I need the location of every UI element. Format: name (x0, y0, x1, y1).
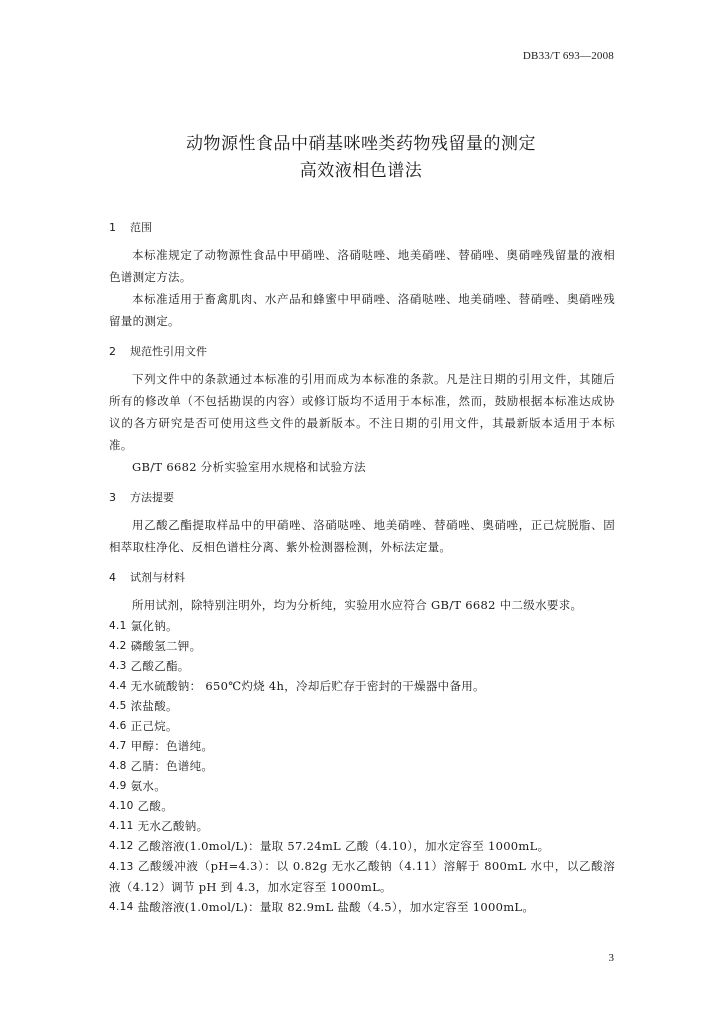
list-item (109, 836, 615, 856)
item-number: 4.11 (109, 820, 134, 832)
item-number: 4.14 (109, 901, 134, 913)
item-number: 4.10 (109, 800, 134, 812)
item-text: 乙腈：色谱纯。 (130, 759, 214, 773)
list-item (109, 716, 615, 736)
list-item (109, 696, 615, 716)
list-item (109, 616, 615, 636)
standard-code: DB33/T 693—2008 (522, 50, 614, 62)
page-number: 3 (608, 952, 614, 964)
item-text: 乙酸乙酯。 (130, 659, 190, 673)
item-number: 4.12 (109, 840, 134, 852)
document-body (109, 218, 615, 917)
section-number: 2 (109, 345, 116, 358)
list-item (109, 676, 615, 696)
document-title (0, 131, 724, 185)
section-title: 规范性引用文件 (130, 345, 207, 358)
item-number: 4.1 (109, 620, 127, 632)
list-item (109, 776, 615, 796)
item-number: 4.9 (109, 780, 127, 792)
item-text: 正己烷。 (130, 719, 178, 733)
section-heading-2 (109, 342, 615, 362)
title-line-2: 高效液相色谱法 (299, 161, 423, 181)
item-number: 4.4 (109, 680, 127, 692)
list-item (109, 756, 615, 776)
section-heading-1 (109, 218, 615, 238)
item-text: 盐酸溶液(1.0mol/L)：量取 82.9mL 盐酸（4.5），加水定容至 1000mL。 (137, 900, 535, 914)
list-item (109, 636, 615, 656)
paragraph: 用乙酸乙酯提取样品中的甲硝唑、洛硝哒唑、地美硝唑、替硝唑、奥硝唑，正己烷脱脂、固相萃取柱净化、反相色谱柱分离、紫外检测器检测，外标法定量。 (109, 518, 615, 554)
item-text: 乙酸溶液(1.0mol/L)：量取 57.24mL 乙酸（4.10），加水定容至 1000mL。 (137, 839, 550, 853)
list-item (109, 796, 615, 816)
section-number: 4 (109, 571, 116, 584)
item-text: 甲醇：色谱纯。 (130, 739, 214, 753)
item-number: 4.6 (109, 720, 127, 732)
list-item (109, 736, 615, 756)
item-number: 4.7 (109, 740, 127, 752)
section-title: 方法提要 (130, 491, 174, 504)
list-item (109, 656, 615, 676)
item-number: 4.3 (109, 660, 127, 672)
item-text: 浓盐酸。 (130, 699, 178, 713)
item-number: 4.5 (109, 700, 127, 712)
section-heading-4 (109, 568, 615, 588)
title-line-1: 动物源性食品中硝基咪唑类药物残留量的测定 (186, 134, 536, 154)
item-text: 氯化钠。 (130, 619, 178, 633)
list-item (109, 897, 615, 917)
item-number: 4.8 (109, 760, 127, 772)
reference-entry: GB/T 6682 分析实验室用水规格和试验方法 (132, 460, 366, 474)
paragraph: 下列文件中的条款通过本标准的引用而成为本标准的条款。凡是注日期的引用文件，其随后所有的修改单（不包括勘误的内容）或修订版均不适用于本标准，然而，鼓励根据本标准达成协议的各方研究是否可使用这些文件的最新版本。不注日期的引用文件，其最新版本适用于本标准。 (109, 372, 615, 452)
item-text: 磷酸氢二钾。 (130, 639, 202, 653)
item-text: 乙酸。 (137, 799, 173, 813)
item-number: 4.13 (109, 861, 134, 873)
paragraph: 所用试剂，除特别注明外，均为分析纯，实验用水应符合 GB/T 6682 中二级水要求。 (132, 598, 583, 612)
list-item (109, 856, 615, 897)
section-number: 1 (109, 221, 116, 234)
section-title: 试剂与材料 (130, 571, 185, 584)
item-text: 乙酸缓冲液（pH=4.3）：以 0.82g 无水乙酸钠（4.11）溶解于 800mL 水中，以乙酸溶液（4.12）调节 pH 到 4.3，加水定容至 1000mL。 (109, 859, 615, 894)
section-number: 3 (109, 491, 116, 504)
section-title: 范围 (130, 221, 152, 234)
item-number: 4.2 (109, 640, 127, 652)
paragraph: 本标准规定了动物源性食品中甲硝唑、洛硝哒唑、地美硝唑、替硝唑、奥硝唑残留量的液相色谱测定方法。 (109, 248, 615, 284)
section-heading-3 (109, 488, 615, 508)
item-text: 无水乙酸钠。 (137, 819, 209, 833)
item-text: 无水硫酸钠： 650℃灼烧 4h，冷却后贮存于密封的干燥器中备用。 (130, 679, 485, 693)
paragraph: 本标准适用于畜禽肌肉、水产品和蜂蜜中甲硝唑、洛硝哒唑、地美硝唑、替硝唑、奥硝唑残留量的测定。 (109, 292, 615, 328)
item-text: 氨水。 (130, 779, 167, 793)
list-item (109, 816, 615, 836)
